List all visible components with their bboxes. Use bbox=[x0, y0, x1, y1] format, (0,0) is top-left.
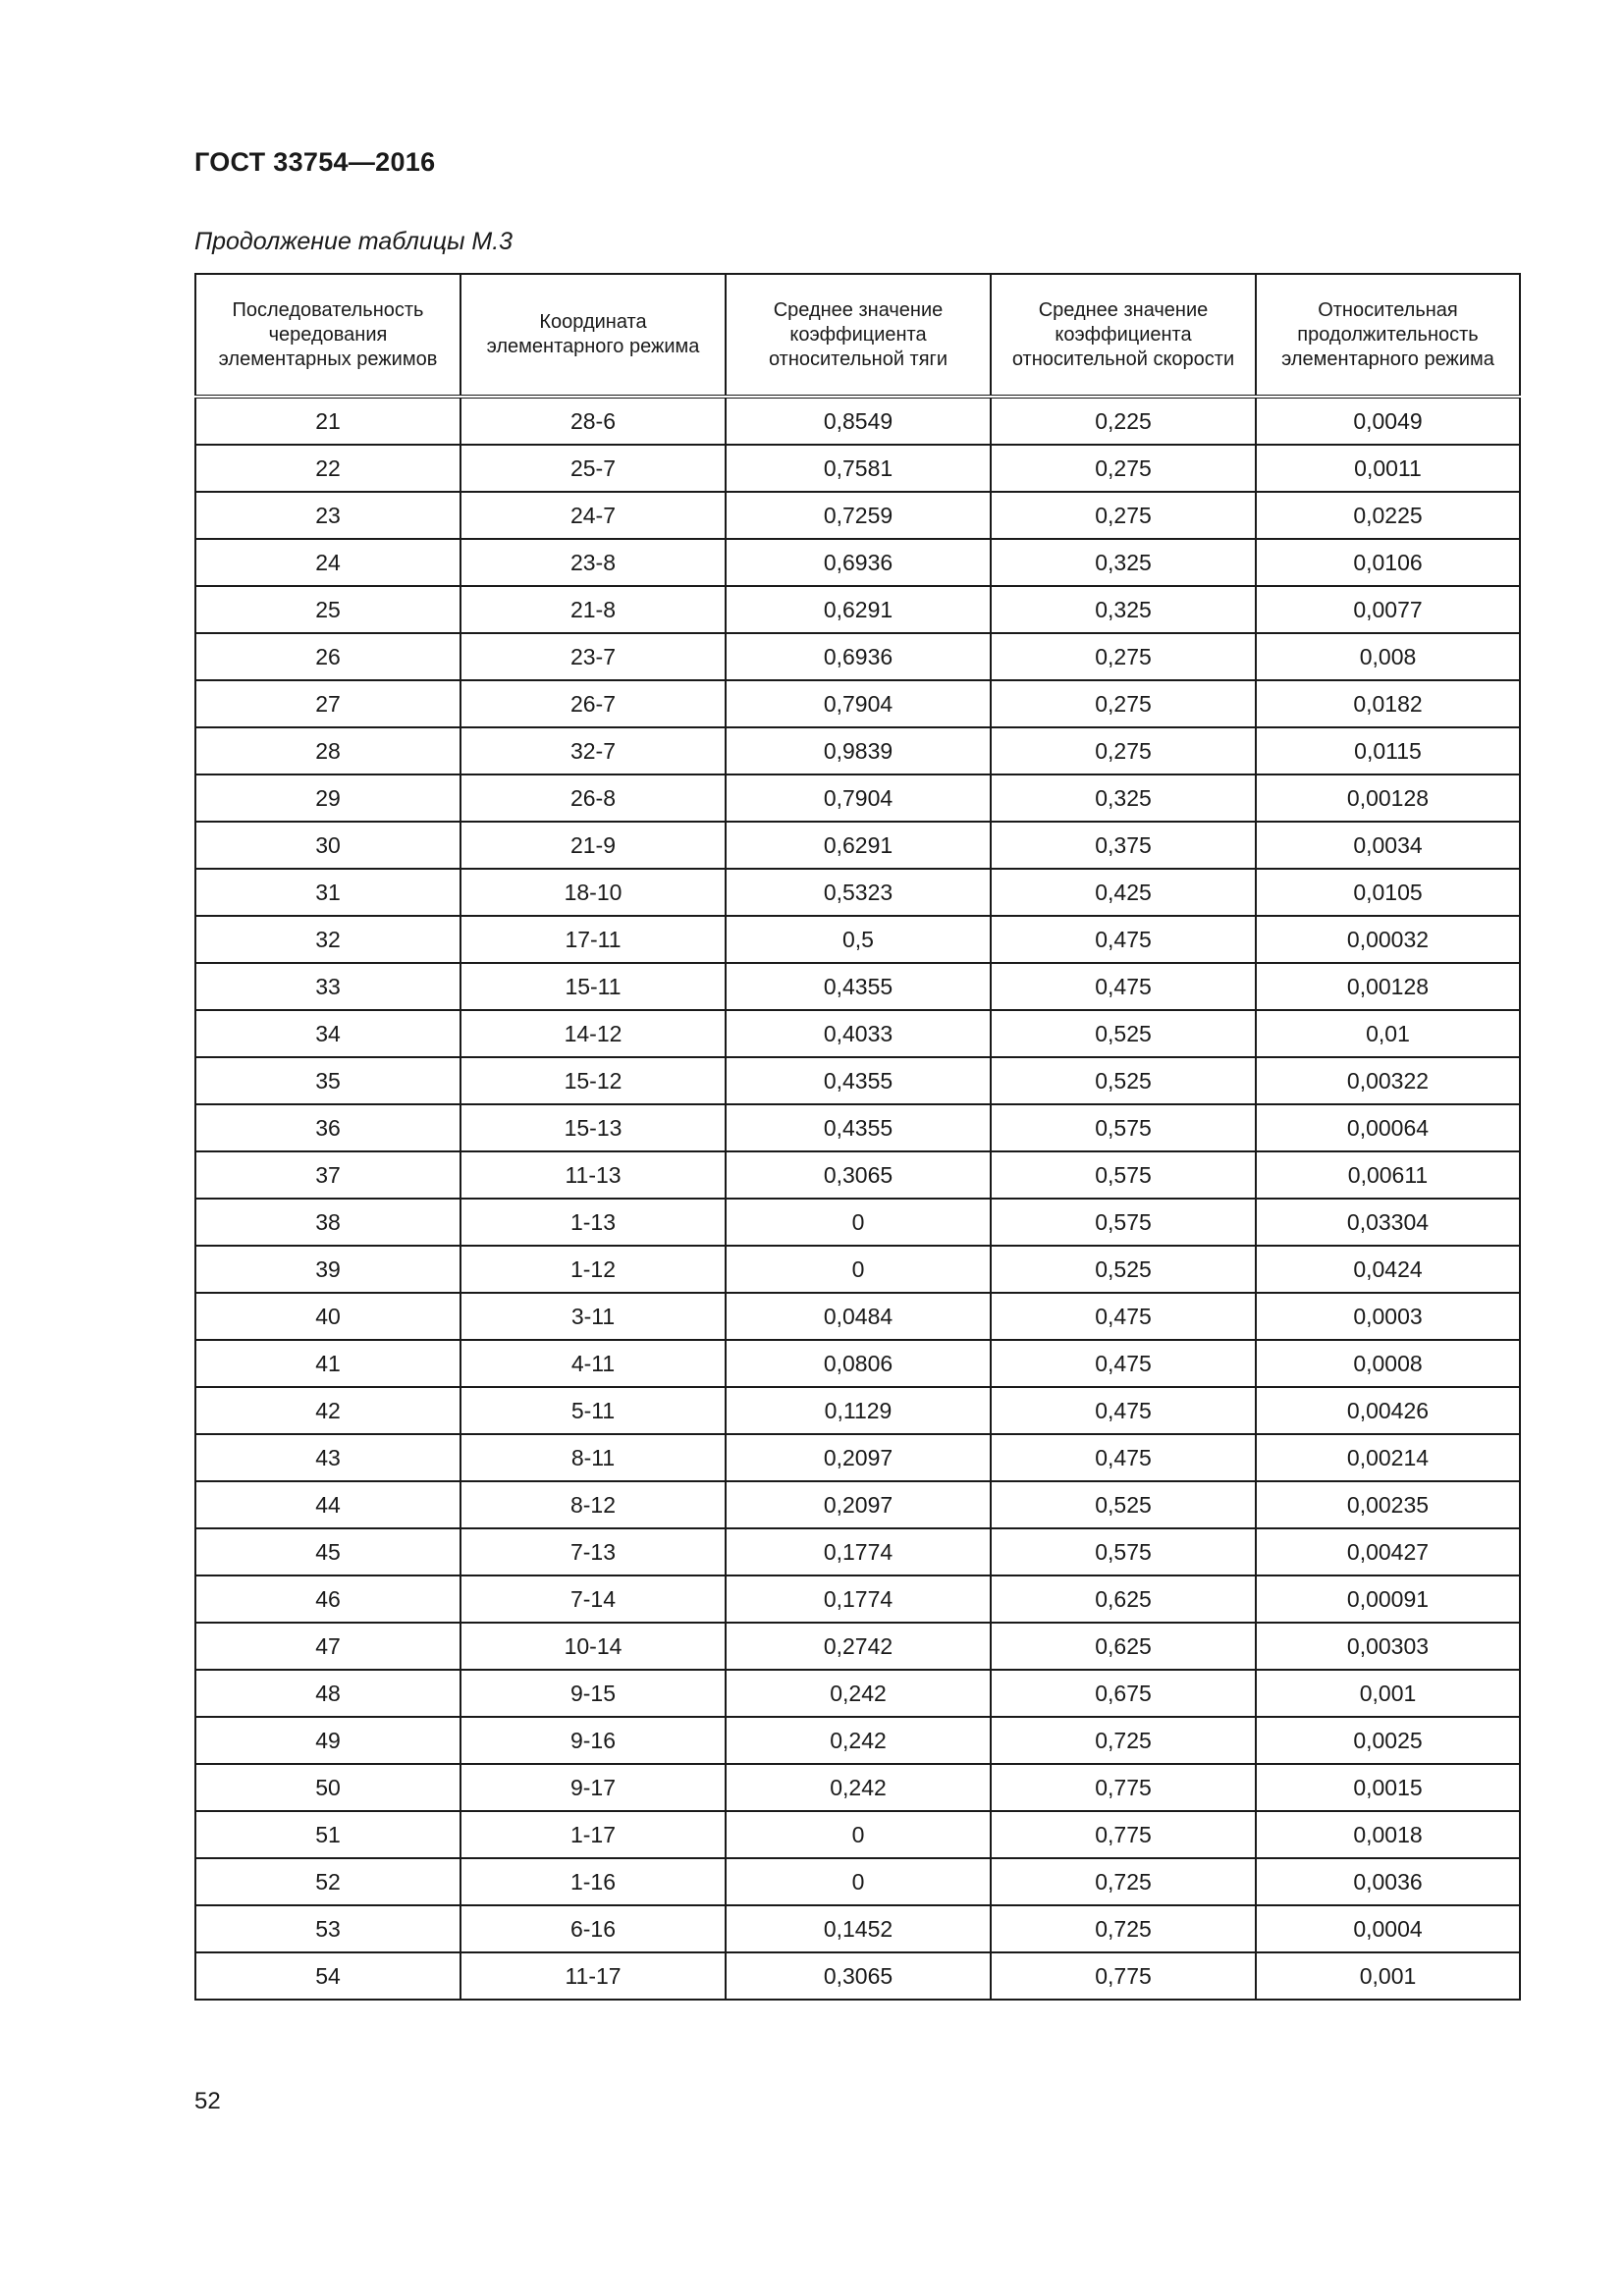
table-row bbox=[195, 727, 1520, 774]
cell-coordinate: 6-16 bbox=[460, 1905, 726, 1952]
cell-speed-coefficient: 0,625 bbox=[991, 1623, 1256, 1670]
cell-relative-duration: 0,00128 bbox=[1256, 774, 1520, 822]
cell-sequence: 27 bbox=[195, 680, 460, 727]
cell-sequence: 50 bbox=[195, 1764, 460, 1811]
cell-thrust-coefficient: 0,242 bbox=[726, 1717, 991, 1764]
cell-thrust-coefficient: 0 bbox=[726, 1858, 991, 1905]
table-row bbox=[195, 1905, 1520, 1952]
table-row bbox=[195, 1057, 1520, 1104]
cell-coordinate: 23-8 bbox=[460, 539, 726, 586]
cell-speed-coefficient: 0,725 bbox=[991, 1858, 1256, 1905]
cell-thrust-coefficient: 0,3065 bbox=[726, 1151, 991, 1199]
cell-relative-duration: 0,00235 bbox=[1256, 1481, 1520, 1528]
cell-sequence: 47 bbox=[195, 1623, 460, 1670]
data-table bbox=[194, 273, 1521, 2001]
cell-relative-duration: 0,0036 bbox=[1256, 1858, 1520, 1905]
cell-coordinate: 1-13 bbox=[460, 1199, 726, 1246]
table-row bbox=[195, 1670, 1520, 1717]
cell-speed-coefficient: 0,425 bbox=[991, 869, 1256, 916]
cell-thrust-coefficient: 0,6936 bbox=[726, 539, 991, 586]
cell-coordinate: 7-14 bbox=[460, 1575, 726, 1623]
cell-thrust-coefficient: 0,242 bbox=[726, 1670, 991, 1717]
cell-speed-coefficient: 0,325 bbox=[991, 586, 1256, 633]
cell-sequence: 39 bbox=[195, 1246, 460, 1293]
cell-coordinate: 24-7 bbox=[460, 492, 726, 539]
cell-coordinate: 28-6 bbox=[460, 397, 726, 445]
cell-sequence: 34 bbox=[195, 1010, 460, 1057]
cell-thrust-coefficient: 0 bbox=[726, 1199, 991, 1246]
cell-thrust-coefficient: 0,2097 bbox=[726, 1481, 991, 1528]
cell-thrust-coefficient: 0 bbox=[726, 1246, 991, 1293]
cell-relative-duration: 0,0018 bbox=[1256, 1811, 1520, 1858]
table-row bbox=[195, 1151, 1520, 1199]
cell-speed-coefficient: 0,525 bbox=[991, 1057, 1256, 1104]
cell-thrust-coefficient: 0,4355 bbox=[726, 1057, 991, 1104]
cell-relative-duration: 0,00214 bbox=[1256, 1434, 1520, 1481]
column-header-sequence: Последовательность чередования элементарных режимов bbox=[195, 274, 460, 397]
cell-relative-duration: 0,0003 bbox=[1256, 1293, 1520, 1340]
cell-thrust-coefficient: 0,6291 bbox=[726, 586, 991, 633]
cell-sequence: 23 bbox=[195, 492, 460, 539]
cell-speed-coefficient: 0,775 bbox=[991, 1764, 1256, 1811]
cell-sequence: 35 bbox=[195, 1057, 460, 1104]
cell-speed-coefficient: 0,575 bbox=[991, 1151, 1256, 1199]
cell-thrust-coefficient: 0,1129 bbox=[726, 1387, 991, 1434]
table-row bbox=[195, 539, 1520, 586]
table-row bbox=[195, 916, 1520, 963]
cell-thrust-coefficient: 0,7904 bbox=[726, 680, 991, 727]
cell-sequence: 44 bbox=[195, 1481, 460, 1528]
table-row bbox=[195, 869, 1520, 916]
cell-speed-coefficient: 0,525 bbox=[991, 1481, 1256, 1528]
table-row bbox=[195, 680, 1520, 727]
cell-thrust-coefficient: 0,9839 bbox=[726, 727, 991, 774]
cell-thrust-coefficient: 0,4033 bbox=[726, 1010, 991, 1057]
cell-sequence: 29 bbox=[195, 774, 460, 822]
cell-speed-coefficient: 0,725 bbox=[991, 1905, 1256, 1952]
cell-speed-coefficient: 0,475 bbox=[991, 916, 1256, 963]
cell-coordinate: 15-13 bbox=[460, 1104, 726, 1151]
cell-thrust-coefficient: 0,8549 bbox=[726, 397, 991, 445]
cell-speed-coefficient: 0,475 bbox=[991, 1293, 1256, 1340]
cell-sequence: 45 bbox=[195, 1528, 460, 1575]
cell-relative-duration: 0,0115 bbox=[1256, 727, 1520, 774]
cell-thrust-coefficient: 0,0806 bbox=[726, 1340, 991, 1387]
cell-thrust-coefficient: 0,7259 bbox=[726, 492, 991, 539]
cell-relative-duration: 0,0025 bbox=[1256, 1717, 1520, 1764]
table-row bbox=[195, 1764, 1520, 1811]
cell-coordinate: 1-16 bbox=[460, 1858, 726, 1905]
table-row bbox=[195, 1387, 1520, 1434]
cell-thrust-coefficient: 0,5323 bbox=[726, 869, 991, 916]
cell-speed-coefficient: 0,375 bbox=[991, 822, 1256, 869]
table-row bbox=[195, 492, 1520, 539]
cell-coordinate: 8-11 bbox=[460, 1434, 726, 1481]
cell-sequence: 43 bbox=[195, 1434, 460, 1481]
cell-relative-duration: 0,01 bbox=[1256, 1010, 1520, 1057]
table-row bbox=[195, 1528, 1520, 1575]
cell-relative-duration: 0,03304 bbox=[1256, 1199, 1520, 1246]
cell-speed-coefficient: 0,475 bbox=[991, 1434, 1256, 1481]
cell-speed-coefficient: 0,675 bbox=[991, 1670, 1256, 1717]
cell-speed-coefficient: 0,275 bbox=[991, 680, 1256, 727]
cell-sequence: 51 bbox=[195, 1811, 460, 1858]
cell-relative-duration: 0,001 bbox=[1256, 1670, 1520, 1717]
cell-relative-duration: 0,0015 bbox=[1256, 1764, 1520, 1811]
table-row bbox=[195, 445, 1520, 492]
cell-speed-coefficient: 0,275 bbox=[991, 492, 1256, 539]
cell-sequence: 41 bbox=[195, 1340, 460, 1387]
cell-coordinate: 3-11 bbox=[460, 1293, 726, 1340]
page-number: 52 bbox=[194, 2088, 221, 2114]
cell-sequence: 53 bbox=[195, 1905, 460, 1952]
cell-coordinate: 21-8 bbox=[460, 586, 726, 633]
cell-speed-coefficient: 0,475 bbox=[991, 1340, 1256, 1387]
cell-speed-coefficient: 0,225 bbox=[991, 397, 1256, 445]
cell-speed-coefficient: 0,475 bbox=[991, 963, 1256, 1010]
cell-relative-duration: 0,00611 bbox=[1256, 1151, 1520, 1199]
cell-coordinate: 26-8 bbox=[460, 774, 726, 822]
cell-thrust-coefficient: 0,4355 bbox=[726, 963, 991, 1010]
cell-relative-duration: 0,00427 bbox=[1256, 1528, 1520, 1575]
cell-thrust-coefficient: 0,6291 bbox=[726, 822, 991, 869]
cell-sequence: 30 bbox=[195, 822, 460, 869]
cell-speed-coefficient: 0,275 bbox=[991, 445, 1256, 492]
table-row bbox=[195, 633, 1520, 680]
cell-thrust-coefficient: 0,7581 bbox=[726, 445, 991, 492]
cell-coordinate: 1-17 bbox=[460, 1811, 726, 1858]
table-header bbox=[195, 274, 1520, 397]
cell-thrust-coefficient: 0,7904 bbox=[726, 774, 991, 822]
cell-coordinate: 14-12 bbox=[460, 1010, 726, 1057]
cell-relative-duration: 0,00032 bbox=[1256, 916, 1520, 963]
cell-thrust-coefficient: 0,2097 bbox=[726, 1434, 991, 1481]
cell-speed-coefficient: 0,775 bbox=[991, 1952, 1256, 2000]
table-row bbox=[195, 1481, 1520, 1528]
column-header-thrust-coefficient: Среднее значение коэффициента относительной тяги bbox=[726, 274, 991, 397]
cell-coordinate: 23-7 bbox=[460, 633, 726, 680]
cell-relative-duration: 0,0011 bbox=[1256, 445, 1520, 492]
cell-relative-duration: 0,0105 bbox=[1256, 869, 1520, 916]
cell-relative-duration: 0,00091 bbox=[1256, 1575, 1520, 1623]
cell-sequence: 46 bbox=[195, 1575, 460, 1623]
table-row bbox=[195, 1104, 1520, 1151]
cell-thrust-coefficient: 0,4355 bbox=[726, 1104, 991, 1151]
cell-speed-coefficient: 0,275 bbox=[991, 633, 1256, 680]
header-row bbox=[195, 274, 1520, 397]
table-row bbox=[195, 963, 1520, 1010]
table-row bbox=[195, 1717, 1520, 1764]
cell-coordinate: 25-7 bbox=[460, 445, 726, 492]
cell-relative-duration: 0,0049 bbox=[1256, 397, 1520, 445]
cell-speed-coefficient: 0,575 bbox=[991, 1528, 1256, 1575]
cell-sequence: 21 bbox=[195, 397, 460, 445]
cell-speed-coefficient: 0,775 bbox=[991, 1811, 1256, 1858]
cell-coordinate: 9-15 bbox=[460, 1670, 726, 1717]
table-row bbox=[195, 1434, 1520, 1481]
cell-thrust-coefficient: 0 bbox=[726, 1811, 991, 1858]
table-row bbox=[195, 1246, 1520, 1293]
cell-sequence: 22 bbox=[195, 445, 460, 492]
cell-coordinate: 26-7 bbox=[460, 680, 726, 727]
cell-coordinate: 17-11 bbox=[460, 916, 726, 963]
cell-relative-duration: 0,00303 bbox=[1256, 1623, 1520, 1670]
cell-coordinate: 32-7 bbox=[460, 727, 726, 774]
cell-relative-duration: 0,0424 bbox=[1256, 1246, 1520, 1293]
cell-speed-coefficient: 0,525 bbox=[991, 1010, 1256, 1057]
cell-coordinate: 10-14 bbox=[460, 1623, 726, 1670]
cell-relative-duration: 0,0106 bbox=[1256, 539, 1520, 586]
cell-sequence: 31 bbox=[195, 869, 460, 916]
cell-thrust-coefficient: 0,242 bbox=[726, 1764, 991, 1811]
cell-speed-coefficient: 0,325 bbox=[991, 774, 1256, 822]
cell-sequence: 32 bbox=[195, 916, 460, 963]
cell-coordinate: 21-9 bbox=[460, 822, 726, 869]
cell-coordinate: 8-12 bbox=[460, 1481, 726, 1528]
cell-relative-duration: 0,0008 bbox=[1256, 1340, 1520, 1387]
table-container bbox=[194, 273, 1519, 2001]
cell-relative-duration: 0,00064 bbox=[1256, 1104, 1520, 1151]
cell-speed-coefficient: 0,275 bbox=[991, 727, 1256, 774]
table-caption: Продолжение таблицы М.3 bbox=[194, 228, 514, 255]
cell-thrust-coefficient: 0,1774 bbox=[726, 1528, 991, 1575]
cell-thrust-coefficient: 0,1452 bbox=[726, 1905, 991, 1952]
cell-speed-coefficient: 0,725 bbox=[991, 1717, 1256, 1764]
cell-sequence: 37 bbox=[195, 1151, 460, 1199]
cell-relative-duration: 0,0182 bbox=[1256, 680, 1520, 727]
cell-thrust-coefficient: 0,2742 bbox=[726, 1623, 991, 1670]
table-row bbox=[195, 1575, 1520, 1623]
cell-speed-coefficient: 0,575 bbox=[991, 1104, 1256, 1151]
cell-thrust-coefficient: 0,6936 bbox=[726, 633, 991, 680]
cell-coordinate: 18-10 bbox=[460, 869, 726, 916]
table-row bbox=[195, 1952, 1520, 2000]
cell-sequence: 24 bbox=[195, 539, 460, 586]
cell-coordinate: 9-17 bbox=[460, 1764, 726, 1811]
table-row bbox=[195, 1623, 1520, 1670]
table-row bbox=[195, 1010, 1520, 1057]
table-row bbox=[195, 774, 1520, 822]
cell-relative-duration: 0,00426 bbox=[1256, 1387, 1520, 1434]
cell-coordinate: 15-11 bbox=[460, 963, 726, 1010]
table-row bbox=[195, 1199, 1520, 1246]
cell-sequence: 28 bbox=[195, 727, 460, 774]
table-row bbox=[195, 1858, 1520, 1905]
cell-thrust-coefficient: 0,0484 bbox=[726, 1293, 991, 1340]
cell-coordinate: 11-17 bbox=[460, 1952, 726, 2000]
cell-thrust-coefficient: 0,1774 bbox=[726, 1575, 991, 1623]
cell-speed-coefficient: 0,475 bbox=[991, 1387, 1256, 1434]
cell-coordinate: 7-13 bbox=[460, 1528, 726, 1575]
column-header-relative-duration: Относительная продолжительность элементарного режима bbox=[1256, 274, 1520, 397]
cell-coordinate: 5-11 bbox=[460, 1387, 726, 1434]
cell-thrust-coefficient: 0,5 bbox=[726, 916, 991, 963]
cell-speed-coefficient: 0,625 bbox=[991, 1575, 1256, 1623]
cell-relative-duration: 0,0077 bbox=[1256, 586, 1520, 633]
table-row bbox=[195, 586, 1520, 633]
cell-coordinate: 1-12 bbox=[460, 1246, 726, 1293]
cell-coordinate: 15-12 bbox=[460, 1057, 726, 1104]
cell-sequence: 33 bbox=[195, 963, 460, 1010]
table-row bbox=[195, 397, 1520, 445]
table-row bbox=[195, 1340, 1520, 1387]
document-header: ГОСТ 33754—2016 bbox=[194, 147, 436, 177]
cell-sequence: 52 bbox=[195, 1858, 460, 1905]
cell-sequence: 40 bbox=[195, 1293, 460, 1340]
cell-relative-duration: 0,00322 bbox=[1256, 1057, 1520, 1104]
column-header-speed-coefficient: Среднее значение коэффициента относительной скорости bbox=[991, 274, 1256, 397]
cell-relative-duration: 0,0004 bbox=[1256, 1905, 1520, 1952]
cell-coordinate: 4-11 bbox=[460, 1340, 726, 1387]
cell-speed-coefficient: 0,575 bbox=[991, 1199, 1256, 1246]
cell-coordinate: 11-13 bbox=[460, 1151, 726, 1199]
cell-sequence: 26 bbox=[195, 633, 460, 680]
cell-sequence: 54 bbox=[195, 1952, 460, 2000]
cell-sequence: 25 bbox=[195, 586, 460, 633]
table-row bbox=[195, 822, 1520, 869]
cell-relative-duration: 0,0034 bbox=[1256, 822, 1520, 869]
table-row bbox=[195, 1293, 1520, 1340]
table-body bbox=[195, 397, 1520, 2000]
cell-speed-coefficient: 0,525 bbox=[991, 1246, 1256, 1293]
cell-sequence: 36 bbox=[195, 1104, 460, 1151]
cell-relative-duration: 0,008 bbox=[1256, 633, 1520, 680]
column-header-coordinate: Координата элементарного режима bbox=[460, 274, 726, 397]
cell-thrust-coefficient: 0,3065 bbox=[726, 1952, 991, 2000]
cell-coordinate: 9-16 bbox=[460, 1717, 726, 1764]
cell-sequence: 38 bbox=[195, 1199, 460, 1246]
table-row bbox=[195, 1811, 1520, 1858]
cell-relative-duration: 0,001 bbox=[1256, 1952, 1520, 2000]
cell-relative-duration: 0,0225 bbox=[1256, 492, 1520, 539]
cell-sequence: 42 bbox=[195, 1387, 460, 1434]
cell-relative-duration: 0,00128 bbox=[1256, 963, 1520, 1010]
cell-speed-coefficient: 0,325 bbox=[991, 539, 1256, 586]
cell-sequence: 48 bbox=[195, 1670, 460, 1717]
cell-sequence: 49 bbox=[195, 1717, 460, 1764]
